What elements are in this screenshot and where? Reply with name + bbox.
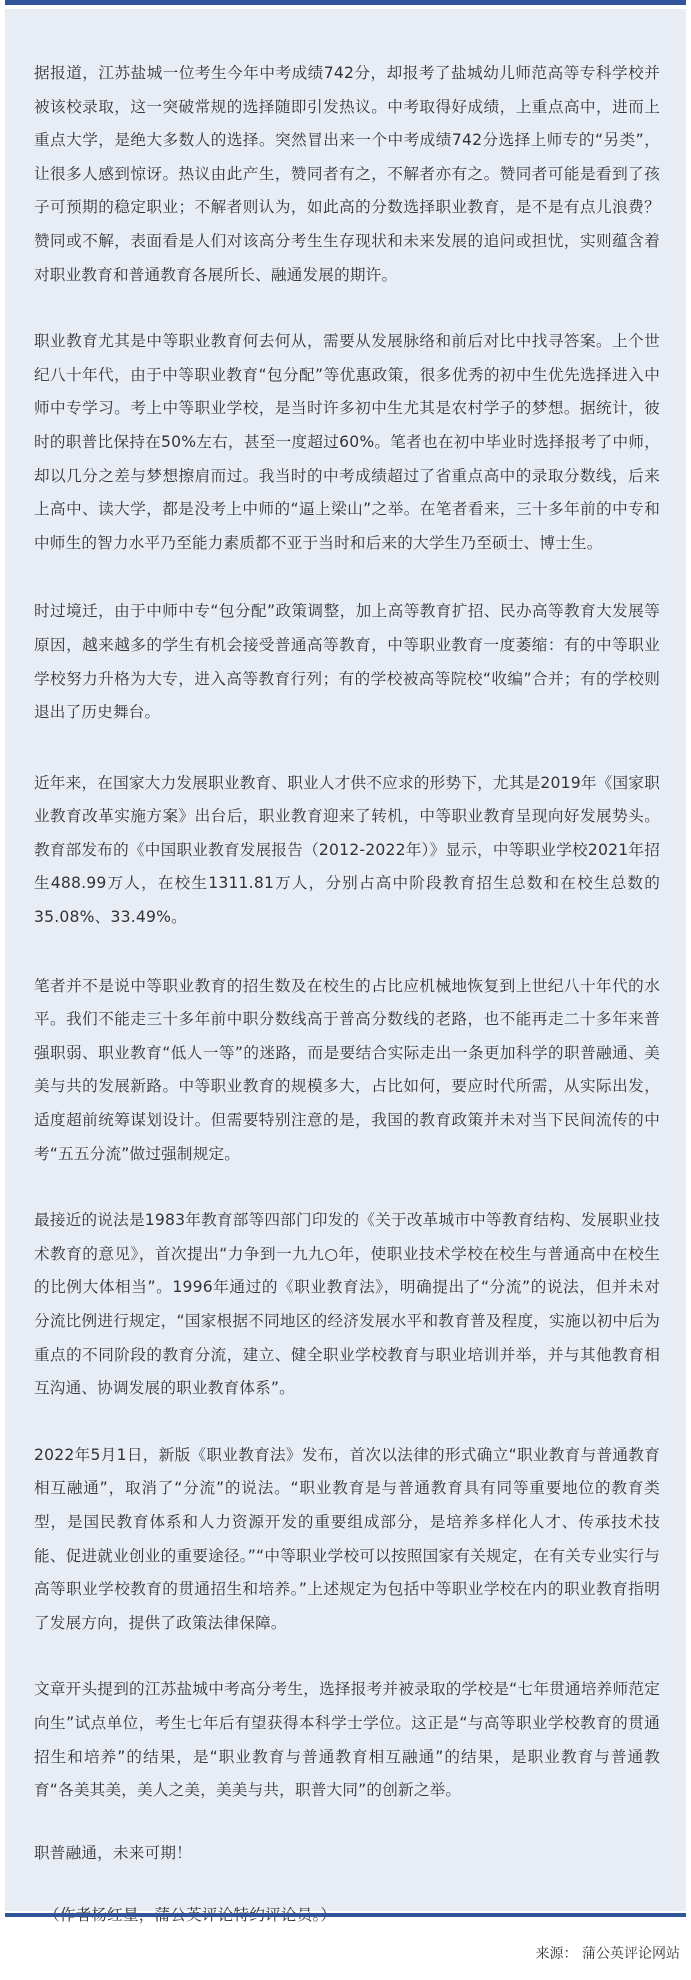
article-paragraph-5: 笔者并不是说中等职业教育的招生数及在校生的占比应机械地恢复到上世纪八十年代的水平。我们不能走三十多年前中职分数线高于普高分数线的老路，也不能再走二十多年来普强职弱、职业教育“低人一等”的迷路，而是要结合实际走出一条更加科学的职普融通、美美与共的发展新路。中等职业教育的规模多大，占比如何，要应时代所需，从实际出发，适度超前统筹谋划设计。但需要特别注意的是，我国的教育政策并未对当下民间流传的中考“五五分流”做过强制规定。 bbox=[34, 976, 660, 1163]
article-paragraph-4: 近年来，在国家大力发展职业教育、职业人才供不应求的形势下，尤其是2019年《国家职业教育改革实施方案》出台后，职业教育迎来了转机，中等职业教育呈现向好发展势头。教育部发布的《中国职业教育发展报告（2012-2022年）》显示，中等职业学校2021年招生488.99万人，在校生1311.81万人，分别占高中阶段教育招生总数和在校生总数的35.08%、33.49%。 bbox=[34, 773, 660, 927]
article-paragraph-2: 职业教育尤其是中等职业教育何去何从，需要从发展脉络和前后对比中找寻答案。上个世纪八十年代，由于中等职业教育“包分配”等优惠政策，很多优秀的初中生优先选择进入中师中专学习。考上中等职业学校，是当时许多初中生尤其是农村学子的梦想。据统计，彼时的职普比保持在50%左右，甚至一度超过60%。笔者也在初中毕业时选择报考了中师，却以几分之差与梦想擦肩而过。我当时的中考成绩超过了省重点高中的录取分数线，后来上高中、读大学，都是没考上中师的“逼上梁山”之举。在笔者看来，三十多年前的中专和中师生的智力水平乃至能力素质都不亚于当时和后来的大学生乃至硕士、博士生。 bbox=[34, 332, 660, 552]
top-divider-rule bbox=[5, 0, 686, 5]
article-body bbox=[5, 9, 686, 1911]
bottom-divider-rule bbox=[5, 1913, 686, 1917]
article-paragraph-1: 据报道，江苏盐城一位考生今年中考成绩742分，却报考了盐城幼儿师范高等专科学校并被该校录取，这一突破常规的选择随即引发热议。中考取得好成绩，上重点高中，进而上重点大学，是绝大多数人的选择。突然冒出来一个中考成绩742分选择上师专的“另类”，让很多人感到惊讶。热议由此产生，赞同者有之，不解者亦有之。赞同者可能是看到了孩子可预期的稳定职业；不解者则认为，如此高的分数选择职业教育，是不是有点儿浪费？赞同或不解，表面看是人们对该高分考生生存现状和未来发展的追问或担忧，实则蕴含着对职业教育和普通教育各展所长、融通发展的期许。 bbox=[34, 64, 660, 284]
closing-line: 职普融通，未来可期！ bbox=[34, 1843, 192, 1862]
article-paragraph-8: 文章开头提到的江苏盐城中考高分考生，选择报考并被录取的学校是“七年贯通培养师范定向生”试点单位，考生七年后有望获得本科学士学位。这正是“与高等职业学校教育的贯通招生和培养”的结果，是“职业教育与普通教育相互融通”的结果，是职业教育与普通教育“各美其美，美人之美，美美与共，职普大同”的创新之举。 bbox=[34, 1680, 660, 1800]
source-credit: 来源： 蒲公英评论网站 bbox=[535, 1946, 680, 1962]
article-paragraph-3: 时过境迁，由于中师中专“包分配”政策调整，加上高等教育扩招、民办高等教育大发展等原因，越来越多的学生有机会接受普通高等教育，中等职业教育一度萎缩：有的中等职业学校努力升格为大专，进入高等教育行列；有的学校被高等院校“收编”合并；有的学校则退出了历史舞台。 bbox=[34, 602, 660, 722]
article-paragraph-6: 最接近的说法是1983年教育部等四部门印发的《关于改革城市中等教育结构、发展职业技术教育的意见》，首次提出“力争到一九九○年，使职业技术学校在校生与普通高中在校生的比例大体相当”。1996年通过的《职业教育法》，明确提出了“分流”的说法，但并未对分流比例进行规定，“国家根据不同地区的经济发展水平和教育普及程度，实施以初中后为重点的不同阶段的教育分流，建立、健全职业学校教育与职业培训并举，并与其他教育相互沟通、协调发展的职业教育体系”。 bbox=[34, 1211, 660, 1398]
article-paragraph-7: 2022年5月1日，新版《职业教育法》发布，首次以法律的形式确立“职业教育与普通教育相互融通”，取消了“分流”的说法。“职业教育是与普通教育具有同等重要地位的教育类型，是国民教育体系和人力资源开发的重要组成部分，是培养多样化人才、传承技术技能、促进就业创业的重要途径。”“中等职业学校可以按照国家有关规定，在有关专业实行与高等职业学校教育的贯通招生和培养。”上述规定为包括中等职业学校在内的职业教育指明了发展方向，提供了政策法律保障。 bbox=[34, 1445, 660, 1632]
